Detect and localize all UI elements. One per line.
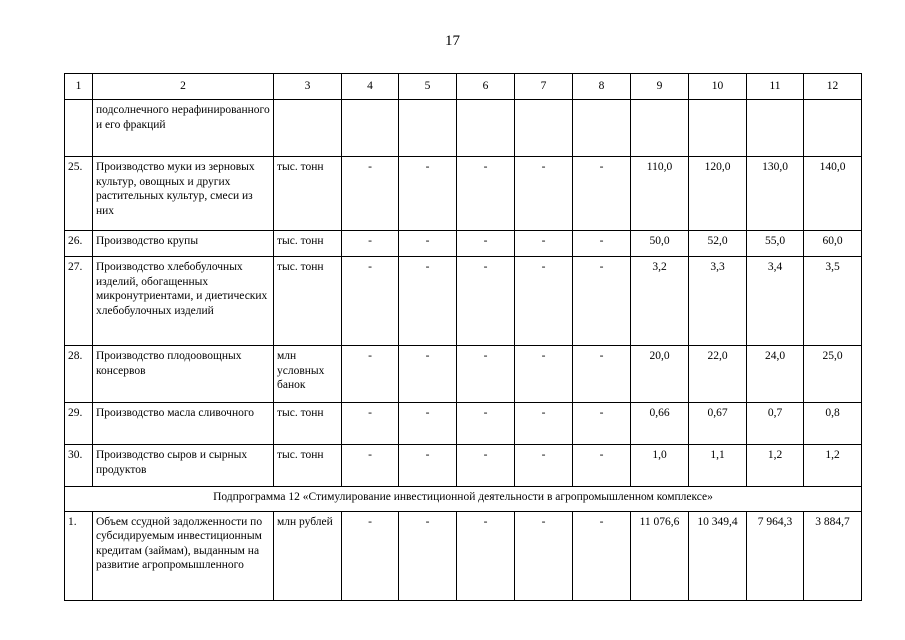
value-cell: 10 349,4 xyxy=(689,511,747,600)
value-cell: 1,1 xyxy=(689,445,747,487)
row-number: 27. xyxy=(65,257,93,346)
value-cell: 22,0 xyxy=(689,346,747,403)
value-cell: - xyxy=(515,257,573,346)
value-cell xyxy=(631,100,689,157)
indicator-name: подсолнечного нерафинированного и его фракций xyxy=(93,100,274,157)
value-cell: 110,0 xyxy=(631,157,689,231)
value-cell: - xyxy=(399,231,457,257)
value-cell: 0,7 xyxy=(747,403,804,445)
value-cell: - xyxy=(457,511,515,600)
value-cell: 3,3 xyxy=(689,257,747,346)
value-cell: 11 076,6 xyxy=(631,511,689,600)
row-number: 25. xyxy=(65,157,93,231)
column-header: 1 xyxy=(65,74,93,100)
unit-cell: тыс. тонн xyxy=(274,445,342,487)
value-cell: - xyxy=(515,231,573,257)
value-cell: 1,2 xyxy=(747,445,804,487)
value-cell: - xyxy=(342,257,399,346)
value-cell: - xyxy=(515,157,573,231)
value-cell: 120,0 xyxy=(689,157,747,231)
value-cell: 50,0 xyxy=(631,231,689,257)
value-cell: 25,0 xyxy=(804,346,862,403)
value-cell xyxy=(747,100,804,157)
value-cell: - xyxy=(342,511,399,600)
value-cell: 52,0 xyxy=(689,231,747,257)
value-cell: 130,0 xyxy=(747,157,804,231)
value-cell: - xyxy=(573,445,631,487)
value-cell: - xyxy=(515,511,573,600)
column-header: 3 xyxy=(274,74,342,100)
value-cell: - xyxy=(399,445,457,487)
value-cell: 1,2 xyxy=(804,445,862,487)
indicator-name: Производство сыров и сырных продуктов xyxy=(93,445,274,487)
value-cell: 24,0 xyxy=(747,346,804,403)
value-cell: - xyxy=(457,231,515,257)
row-number: 29. xyxy=(65,403,93,445)
subprogram-row xyxy=(65,487,862,512)
value-cell: - xyxy=(342,157,399,231)
value-cell: 3,5 xyxy=(804,257,862,346)
value-cell: - xyxy=(573,157,631,231)
value-cell: - xyxy=(515,403,573,445)
value-cell: 3,2 xyxy=(631,257,689,346)
subprogram-title: Подпрограмма 12 «Стимулирование инвестиционной деятельности в агропромышленном комплексе» xyxy=(65,487,862,512)
value-cell: 0,66 xyxy=(631,403,689,445)
value-cell: - xyxy=(342,346,399,403)
value-cell: - xyxy=(457,157,515,231)
indicators-table xyxy=(64,73,862,601)
column-header: 6 xyxy=(457,74,515,100)
value-cell xyxy=(573,100,631,157)
value-cell: - xyxy=(457,257,515,346)
unit-cell: тыс. тонн xyxy=(274,231,342,257)
row-number: 26. xyxy=(65,231,93,257)
unit-cell: млн рублей xyxy=(274,511,342,600)
value-cell: - xyxy=(573,403,631,445)
value-cell: - xyxy=(573,231,631,257)
indicator-name: Производство хлебобулочных изделий, обогащенных микронутриентами, и диетических хлебобулочных изделий xyxy=(93,257,274,346)
column-header: 8 xyxy=(573,74,631,100)
value-cell xyxy=(399,100,457,157)
unit-cell: тыс. тонн xyxy=(274,257,342,346)
page-number: 17 xyxy=(445,33,460,49)
row-number: 30. xyxy=(65,445,93,487)
value-cell: 140,0 xyxy=(804,157,862,231)
row-number xyxy=(65,100,93,157)
unit-cell: тыс. тонн xyxy=(274,403,342,445)
value-cell xyxy=(804,100,862,157)
value-cell: - xyxy=(515,445,573,487)
table-row xyxy=(65,511,862,600)
value-cell xyxy=(457,100,515,157)
table-row xyxy=(65,346,862,403)
value-cell: - xyxy=(399,403,457,445)
value-cell: - xyxy=(573,346,631,403)
table-row xyxy=(65,157,862,231)
column-header: 10 xyxy=(689,74,747,100)
column-header: 7 xyxy=(515,74,573,100)
value-cell: 55,0 xyxy=(747,231,804,257)
value-cell: - xyxy=(342,445,399,487)
value-cell: 1,0 xyxy=(631,445,689,487)
indicator-name: Производство муки из зерновых культур, овощных и других растительных культур, смеси из них xyxy=(93,157,274,231)
table-row xyxy=(65,403,862,445)
value-cell: - xyxy=(399,257,457,346)
value-cell: 3,4 xyxy=(747,257,804,346)
column-header: 4 xyxy=(342,74,399,100)
row-number: 1. xyxy=(65,511,93,600)
unit-cell: млн условных банок xyxy=(274,346,342,403)
value-cell: - xyxy=(457,403,515,445)
column-header: 11 xyxy=(747,74,804,100)
row-number: 28. xyxy=(65,346,93,403)
column-header: 12 xyxy=(804,74,862,100)
value-cell: - xyxy=(399,157,457,231)
table-row xyxy=(65,445,862,487)
column-header: 2 xyxy=(93,74,274,100)
indicator-name: Производство крупы xyxy=(93,231,274,257)
column-header: 5 xyxy=(399,74,457,100)
unit-cell xyxy=(274,100,342,157)
value-cell: - xyxy=(399,511,457,600)
indicator-name: Производство масла сливочного xyxy=(93,403,274,445)
indicator-name: Объем ссудной задолженности по субсидируемым инвестиционным кредитам (займам), выданным на развитие агропромышленного xyxy=(93,511,274,600)
value-cell: 3 884,7 xyxy=(804,511,862,600)
value-cell: 20,0 xyxy=(631,346,689,403)
value-cell: 0,67 xyxy=(689,403,747,445)
value-cell: - xyxy=(515,346,573,403)
column-number-row xyxy=(65,74,862,100)
value-cell: - xyxy=(399,346,457,403)
value-cell: - xyxy=(573,257,631,346)
indicator-name: Производство плодоовощных консервов xyxy=(93,346,274,403)
value-cell xyxy=(342,100,399,157)
value-cell: 0,8 xyxy=(804,403,862,445)
value-cell: 7 964,3 xyxy=(747,511,804,600)
value-cell xyxy=(689,100,747,157)
table-row xyxy=(65,231,862,257)
unit-cell: тыс. тонн xyxy=(274,157,342,231)
value-cell: - xyxy=(457,445,515,487)
table-row xyxy=(65,257,862,346)
value-cell: - xyxy=(457,346,515,403)
value-cell xyxy=(515,100,573,157)
column-header: 9 xyxy=(631,74,689,100)
value-cell: - xyxy=(342,231,399,257)
value-cell: 60,0 xyxy=(804,231,862,257)
value-cell: - xyxy=(342,403,399,445)
value-cell: - xyxy=(573,511,631,600)
table-row xyxy=(65,100,862,157)
